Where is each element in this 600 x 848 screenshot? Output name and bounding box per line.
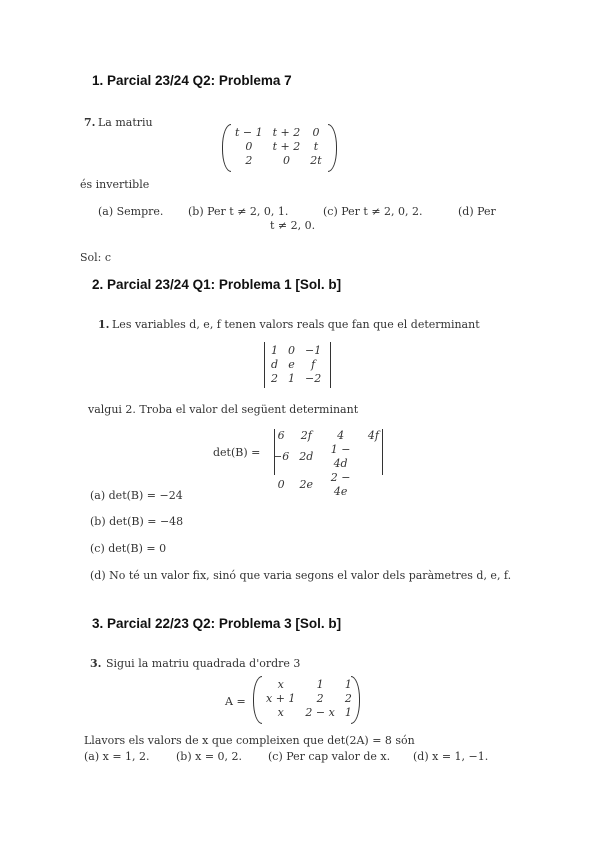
matrix-row: x 1 1 xyxy=(277,678,352,691)
determinant xyxy=(264,342,334,390)
matrix-label: A = xyxy=(225,695,246,708)
right-paren xyxy=(328,124,337,172)
matrix xyxy=(222,124,338,174)
option-a: (a) x = 1, 2. xyxy=(84,750,150,763)
problem-after: valgui 2. Troba el valor del següent determinant xyxy=(88,403,359,416)
problem-intro: La matriu xyxy=(98,116,153,129)
detB-label: det(B) = xyxy=(213,446,261,459)
section-heading: 1. Parcial 23/24 Q2: Problema 7 xyxy=(92,73,292,88)
matrix-row: d e f xyxy=(271,358,316,371)
option-b: (b) Per t ≠ 2, 0, 1. xyxy=(188,205,289,218)
matrix-row: 2 0 2t xyxy=(245,154,322,167)
problem-intro: Les variables d, e, f tenen valors reals que fan que el determinant xyxy=(112,318,480,331)
matrix-row: −6 2d 1 − 4d xyxy=(273,443,351,470)
right-bar xyxy=(382,429,383,475)
left-bar xyxy=(264,342,265,388)
matrix-row: t − 1 t + 2 0 xyxy=(235,126,320,139)
matrix-row: 0 2e 2 − 4e xyxy=(277,471,351,498)
option-b: (b) det(B) = −48 xyxy=(90,515,184,528)
detB-determinant xyxy=(268,427,384,498)
left-bar xyxy=(274,429,275,475)
right-bar xyxy=(330,342,331,388)
option-d: (d) x = 1, −1. xyxy=(413,750,489,763)
option-a: (a) det(B) = −24 xyxy=(90,489,183,502)
matrix xyxy=(253,676,361,726)
matrix-row: 1 0 −1 xyxy=(271,344,322,357)
option-d: (d) Per xyxy=(458,205,496,218)
option-d-cont: t ≠ 2, 0. xyxy=(270,219,316,232)
problem-number: 7. xyxy=(84,116,96,129)
problem-intro: Sigui la matriu quadrada d'ordre 3 xyxy=(106,657,301,670)
option-b: (b) x = 0, 2. xyxy=(176,750,243,763)
problem-after: Llavors els valors de x que compleixen que det(2A) = 8 són xyxy=(84,734,415,747)
section-heading: 3. Parcial 22/23 Q2: Problema 3 [Sol. b] xyxy=(92,616,342,631)
problem-number: 3. xyxy=(90,657,102,670)
matrix-row: 2 1 −2 xyxy=(271,372,322,385)
option-d: (d) No té un valor fix, sinó que varia segons el valor dels paràmetres d, e, f. xyxy=(90,569,512,582)
solution: Sol: c xyxy=(80,251,112,264)
option-a: (a) Sempre. xyxy=(98,205,164,218)
section-heading: 2. Parcial 23/24 Q1: Problema 1 [Sol. b] xyxy=(92,277,342,292)
matrix-row: 0 t + 2 t xyxy=(245,140,319,153)
problem-after: és invertible xyxy=(80,178,150,191)
problem-number: 1. xyxy=(98,318,110,331)
matrix-row: x + 1 2 2 xyxy=(266,692,352,705)
option-c: (c) det(B) = 0 xyxy=(90,542,167,555)
matrix-row: x 2 − x 1 xyxy=(277,706,352,719)
matrix-row: 6 2f 4 4f xyxy=(277,429,379,442)
option-c: (c) Per cap valor de x. xyxy=(268,750,391,763)
option-c: (c) Per t ≠ 2, 0, 2. xyxy=(323,205,423,218)
right-paren xyxy=(351,676,360,724)
